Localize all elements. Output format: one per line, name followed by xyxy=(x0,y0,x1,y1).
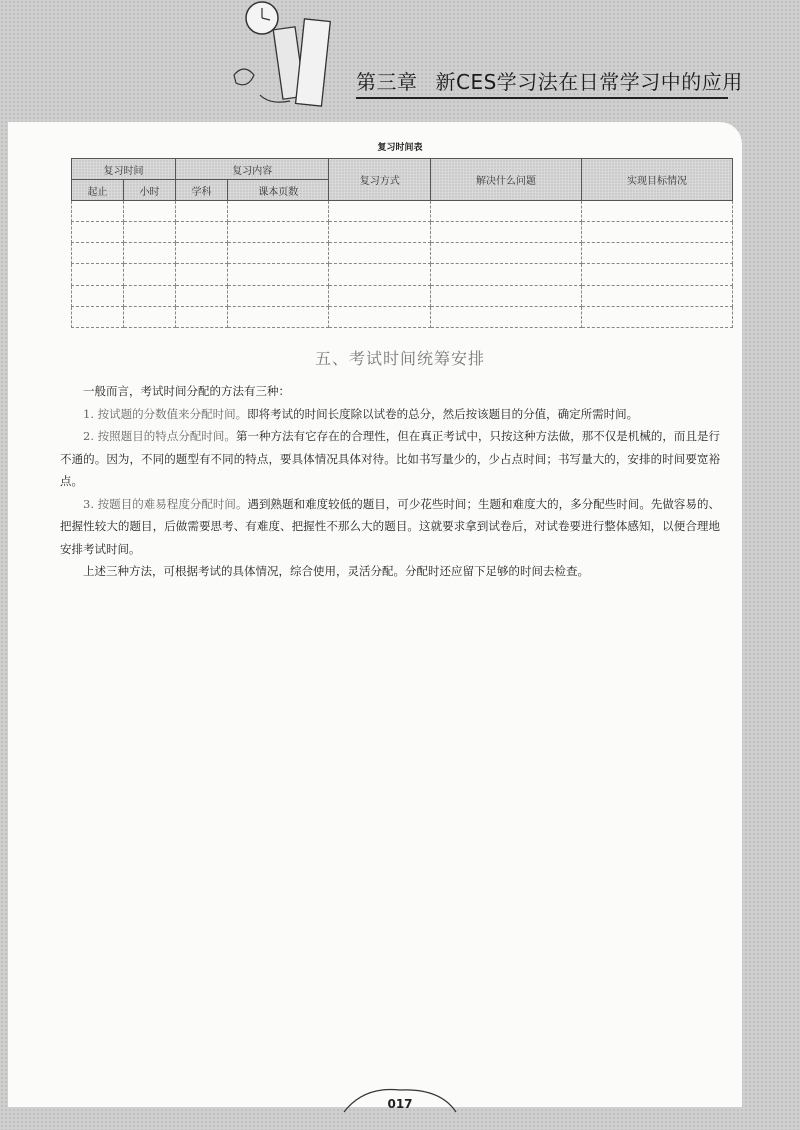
table-cell xyxy=(72,201,124,222)
table-row xyxy=(72,264,733,285)
table-cell xyxy=(227,201,329,222)
method-text: 第一种方法有它存在的合理性，但在真正考试中，只按这种方法做，那不仅是机械的，而且是行不通的。因为，不同的题型有不同的特点，要具体情况具体对待。比如书写量少的，少占点时间；书写量大的，安排的时间要宽裕点。 xyxy=(60,429,720,488)
col-header-period: 起止 xyxy=(72,180,124,201)
col-header-problem: 解决什么问题 xyxy=(430,159,581,201)
table-cell xyxy=(430,222,581,243)
chapter-number: 第三章 xyxy=(356,70,418,94)
table-cell xyxy=(329,222,431,243)
table-cell xyxy=(227,222,329,243)
table-cell xyxy=(123,264,175,285)
table-cell xyxy=(581,306,732,327)
table-cell xyxy=(227,264,329,285)
chapter-name: 新CES学习法在日常学习中的应用 xyxy=(435,70,743,94)
table-cell xyxy=(72,306,124,327)
table-cell xyxy=(329,285,431,306)
method-paragraph-2 xyxy=(60,425,720,493)
table-row xyxy=(72,306,733,327)
table-cell xyxy=(175,264,227,285)
col-header-subject: 学科 xyxy=(175,180,227,201)
table-cell xyxy=(175,306,227,327)
review-schedule-table xyxy=(71,158,733,328)
table-row xyxy=(72,222,733,243)
group-header-time: 复习时间 xyxy=(72,159,176,180)
table-cell xyxy=(430,306,581,327)
table-cell xyxy=(581,264,732,285)
table-cell xyxy=(430,285,581,306)
method-heading: 1. 按试题的分数值来分配时间。 xyxy=(83,406,248,421)
table-cell xyxy=(72,264,124,285)
table-cell xyxy=(123,222,175,243)
clock-and-books-illustration xyxy=(230,0,340,118)
page-number: 017 xyxy=(387,1097,413,1111)
table-cell xyxy=(123,285,175,306)
method-text: 即将考试的时间长度除以试卷的总分，然后按该题目的分值，确定所需时间。 xyxy=(247,406,639,421)
table-row xyxy=(72,243,733,264)
table-cell xyxy=(430,243,581,264)
group-header-content: 复习内容 xyxy=(175,159,328,180)
table-body xyxy=(72,201,733,328)
table-cell xyxy=(123,243,175,264)
table-cell xyxy=(430,201,581,222)
method-text: 遇到熟题和难度较低的题目，可少花些时间；生题和难度大的，多分配些时间。先做容易的、把握性较大的题目，后做需要思考、有难度、把握性不那么大的题目。这就要求拿到试卷后，对试卷要进行整体感知，以便合理地安排考试时间。 xyxy=(60,496,720,556)
table-caption: 复习时间表 xyxy=(377,143,423,153)
table-cell xyxy=(329,243,431,264)
table-cell xyxy=(175,222,227,243)
section-title: 五、考试时间统筹安排 xyxy=(314,349,485,368)
table-cell xyxy=(72,222,124,243)
table-cell xyxy=(175,285,227,306)
table-cell xyxy=(581,201,732,222)
intro-paragraph: 一般而言，考试时间分配的方法有三种： xyxy=(83,384,290,398)
col-header-pages: 课本页数 xyxy=(227,180,329,201)
table-cell xyxy=(430,264,581,285)
method-heading: 3. 按题目的难易程度分配时间。 xyxy=(83,496,248,511)
chapter-title xyxy=(356,66,743,95)
method-paragraph-3 xyxy=(60,493,720,561)
table-cell xyxy=(329,264,431,285)
table-cell xyxy=(581,285,732,306)
table-cell xyxy=(123,201,175,222)
table-cell xyxy=(329,201,431,222)
table-cell xyxy=(175,201,227,222)
method-paragraph-1 xyxy=(60,403,720,426)
table-cell xyxy=(72,243,124,264)
col-header-hours: 小时 xyxy=(123,180,175,201)
table-cell xyxy=(581,222,732,243)
method-heading: 2. 按照题目的特点分配时间。 xyxy=(83,429,236,443)
table-row xyxy=(72,285,733,306)
table-cell xyxy=(227,285,329,306)
header-rule xyxy=(356,97,728,99)
table-cell xyxy=(123,306,175,327)
table-cell xyxy=(227,306,329,327)
col-header-goal: 实现目标情况 xyxy=(581,159,732,201)
table-cell xyxy=(175,243,227,264)
table-cell xyxy=(227,243,329,264)
table-row xyxy=(72,201,733,222)
table-cell xyxy=(329,306,431,327)
body-text xyxy=(60,380,720,583)
col-header-method: 复习方式 xyxy=(329,159,431,201)
table-cell xyxy=(581,243,732,264)
conclusion-paragraph: 上述三种方法，可根据考试的具体情况，综合使用，灵活分配。分配时还应留下足够的时间去检查。 xyxy=(83,564,589,578)
table-cell xyxy=(72,285,124,306)
